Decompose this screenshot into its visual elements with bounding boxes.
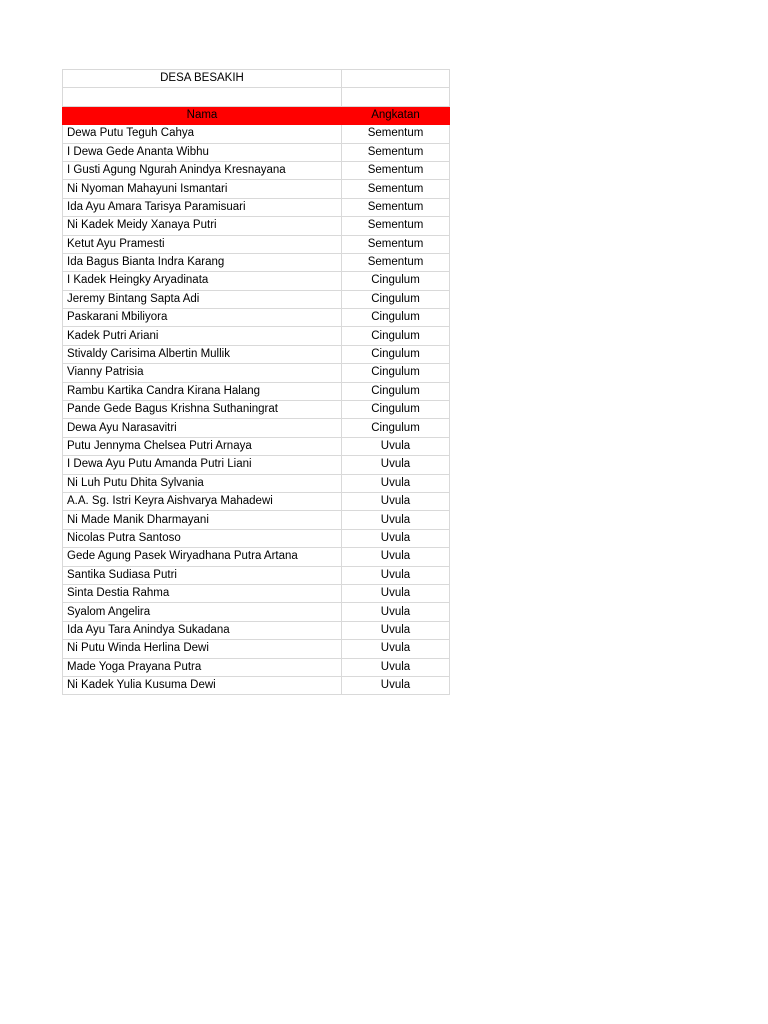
member-batch-cell: Uvula	[342, 492, 450, 510]
header-row	[63, 106, 450, 124]
table-row	[63, 437, 450, 455]
table-row	[63, 180, 450, 198]
table-row	[63, 290, 450, 308]
table-row	[63, 603, 450, 621]
member-name-cell: Kadek Putri Ariani	[63, 327, 342, 345]
table-row	[63, 658, 450, 676]
empty-cell	[63, 88, 342, 106]
table-row	[63, 345, 450, 363]
empty-cell	[342, 70, 450, 88]
table-row	[63, 364, 450, 382]
member-table	[62, 69, 450, 695]
name-column-header: Nama	[63, 106, 342, 124]
member-name-cell: Rambu Kartika Candra Kirana Halang	[63, 382, 342, 400]
table-row	[63, 584, 450, 602]
empty-cell	[342, 88, 450, 106]
member-name-cell: Ni Kadek Meidy Xanaya Putri	[63, 217, 342, 235]
member-name-cell: Stivaldy Carisima Albertin Mullik	[63, 345, 342, 363]
member-batch-cell: Uvula	[342, 658, 450, 676]
table-row	[63, 548, 450, 566]
table-row	[63, 474, 450, 492]
member-name-cell: Ni Putu Winda Herlina Dewi	[63, 640, 342, 658]
member-name-cell: Sinta Destia Rahma	[63, 584, 342, 602]
member-name-cell: Ni Made Manik Dharmayani	[63, 511, 342, 529]
table-row	[63, 382, 450, 400]
member-name-cell: I Dewa Gede Ananta Wibhu	[63, 143, 342, 161]
member-batch-cell: Cingulum	[342, 309, 450, 327]
table-body	[63, 70, 450, 695]
member-batch-cell: Cingulum	[342, 290, 450, 308]
table-row	[63, 143, 450, 161]
member-name-cell: Ni Kadek Yulia Kusuma Dewi	[63, 676, 342, 694]
member-batch-cell: Uvula	[342, 676, 450, 694]
member-name-cell: I Gusti Agung Ngurah Anindya Kresnayana	[63, 161, 342, 179]
member-batch-cell: Cingulum	[342, 401, 450, 419]
member-name-cell: Ida Bagus Bianta Indra Karang	[63, 253, 342, 271]
member-batch-cell: Uvula	[342, 456, 450, 474]
member-name-cell: Ni Nyoman Mahayuni Ismantari	[63, 180, 342, 198]
table-row	[63, 125, 450, 143]
member-batch-cell: Uvula	[342, 437, 450, 455]
member-batch-cell: Uvula	[342, 621, 450, 639]
member-batch-cell: Sementum	[342, 161, 450, 179]
table-row	[63, 419, 450, 437]
member-name-cell: Ni Luh Putu Dhita Sylvania	[63, 474, 342, 492]
member-name-cell: Pande Gede Bagus Krishna Suthaningrat	[63, 401, 342, 419]
member-batch-cell: Uvula	[342, 603, 450, 621]
table-row	[63, 217, 450, 235]
member-name-cell: A.A. Sg. Istri Keyra Aishvarya Mahadewi	[63, 492, 342, 510]
table-row	[63, 161, 450, 179]
member-name-cell: Jeremy Bintang Sapta Adi	[63, 290, 342, 308]
member-batch-cell: Uvula	[342, 640, 450, 658]
table-row	[63, 529, 450, 547]
table-row	[63, 492, 450, 510]
sheet-title: DESA BESAKIH	[63, 70, 342, 88]
member-batch-cell: Cingulum	[342, 382, 450, 400]
member-batch-cell: Sementum	[342, 253, 450, 271]
member-name-cell: Nicolas Putra Santoso	[63, 529, 342, 547]
member-name-cell: Vianny Patrisia	[63, 364, 342, 382]
member-batch-cell: Cingulum	[342, 419, 450, 437]
member-batch-cell: Uvula	[342, 511, 450, 529]
table-row	[63, 621, 450, 639]
member-batch-cell: Cingulum	[342, 272, 450, 290]
member-batch-cell: Cingulum	[342, 345, 450, 363]
member-batch-cell: Sementum	[342, 217, 450, 235]
member-name-cell: Ida Ayu Amara Tarisya Paramisuari	[63, 198, 342, 216]
member-batch-cell: Sementum	[342, 143, 450, 161]
table-row	[63, 401, 450, 419]
table-row	[63, 456, 450, 474]
member-batch-cell: Sementum	[342, 235, 450, 253]
member-batch-cell: Cingulum	[342, 327, 450, 345]
member-batch-cell: Uvula	[342, 566, 450, 584]
member-name-cell: Putu Jennyma Chelsea Putri Arnaya	[63, 437, 342, 455]
member-name-cell: Ketut Ayu Pramesti	[63, 235, 342, 253]
member-name-cell: I Kadek Heingky Aryadinata	[63, 272, 342, 290]
table-row	[63, 253, 450, 271]
member-batch-cell: Sementum	[342, 125, 450, 143]
table-row	[63, 676, 450, 694]
table-row	[63, 235, 450, 253]
member-batch-cell: Uvula	[342, 529, 450, 547]
table-row	[63, 511, 450, 529]
table-row	[63, 272, 450, 290]
member-batch-cell: Uvula	[342, 548, 450, 566]
blank-row	[63, 88, 450, 106]
member-name-cell: Ida Ayu Tara Anindya Sukadana	[63, 621, 342, 639]
member-batch-cell: Sementum	[342, 198, 450, 216]
table-row	[63, 566, 450, 584]
table-row	[63, 327, 450, 345]
member-batch-cell: Sementum	[342, 180, 450, 198]
member-batch-cell: Uvula	[342, 584, 450, 602]
member-name-cell: Paskarani Mbiliyora	[63, 309, 342, 327]
table-row	[63, 198, 450, 216]
member-name-cell: Syalom Angelira	[63, 603, 342, 621]
member-name-cell: Made Yoga Prayana Putra	[63, 658, 342, 676]
member-batch-cell: Cingulum	[342, 364, 450, 382]
table-row	[63, 309, 450, 327]
title-row	[63, 70, 450, 88]
member-name-cell: I Dewa Ayu Putu Amanda Putri Liani	[63, 456, 342, 474]
member-name-cell: Santika Sudiasa Putri	[63, 566, 342, 584]
batch-column-header: Angkatan	[342, 106, 450, 124]
member-name-cell: Dewa Putu Teguh Cahya	[63, 125, 342, 143]
table-row	[63, 640, 450, 658]
member-name-cell: Dewa Ayu Narasavitri	[63, 419, 342, 437]
member-batch-cell: Uvula	[342, 474, 450, 492]
member-name-cell: Gede Agung Pasek Wiryadhana Putra Artana	[63, 548, 342, 566]
